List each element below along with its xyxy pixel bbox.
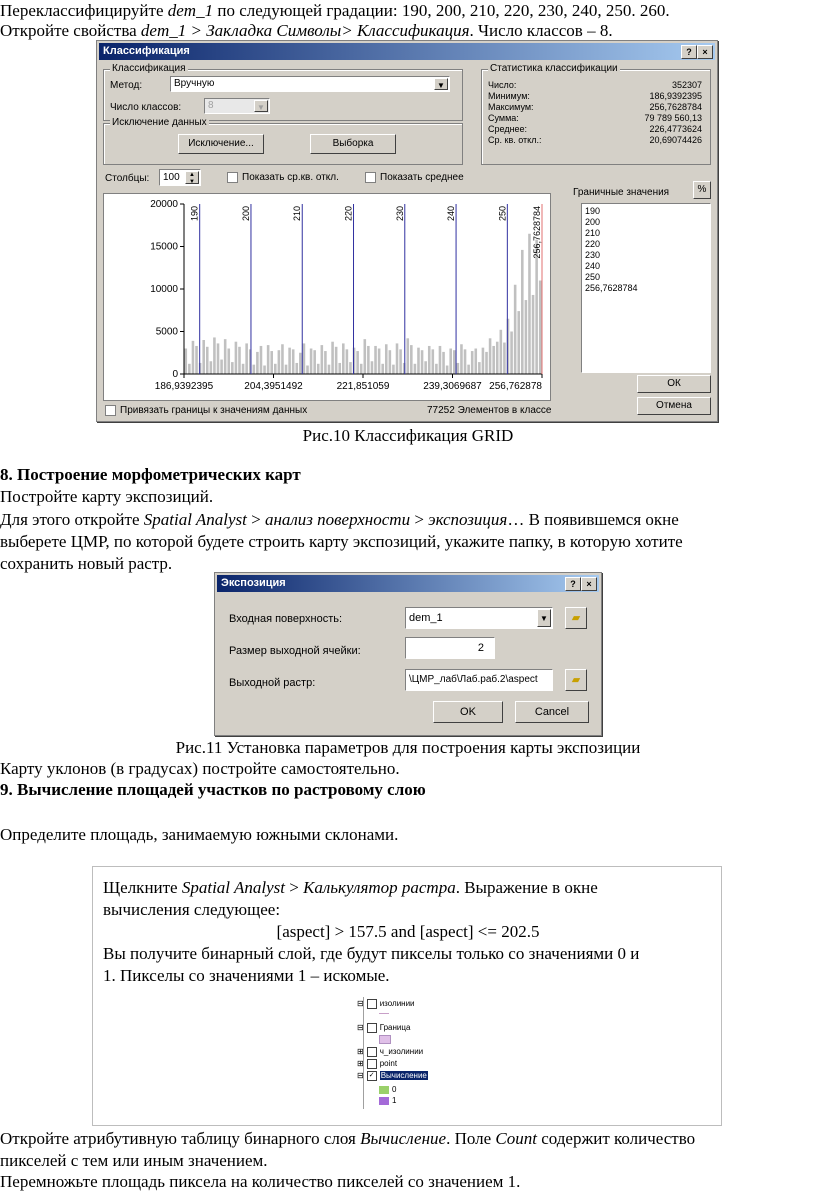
dialog-titlebar — [217, 575, 599, 592]
menu-path: Калькулятор растра — [303, 878, 456, 897]
show-mean-label: Показать среднее — [380, 172, 464, 184]
break-value[interactable]: 250 — [585, 272, 601, 282]
histogram-bar — [342, 343, 345, 374]
break-label: 230 — [394, 206, 405, 222]
section-8-text: выберете ЦМР, по которой будете строить карту экспозиций, укажите папку, в которую хотите — [0, 532, 683, 551]
break-label: 210 — [292, 206, 303, 222]
histogram-bar — [421, 350, 424, 374]
histogram-bar — [432, 349, 435, 374]
histogram-bar — [292, 349, 295, 374]
method-select[interactable] — [170, 76, 450, 92]
folder-icon: ▰ — [571, 674, 581, 686]
cell-size-label: Размер выходной ячейки: — [229, 645, 361, 657]
box-text: вычисления следующее: — [103, 900, 281, 919]
histogram-bar — [478, 362, 481, 374]
histogram-chart[interactable] — [104, 194, 550, 400]
histogram-bar — [306, 366, 309, 375]
histogram-bar — [295, 363, 298, 374]
histogram-bar — [260, 346, 263, 374]
collapse-icon[interactable]: ⊟ — [357, 1023, 364, 1033]
classes-label: Число классов: — [110, 102, 182, 113]
layer-row[interactable] — [357, 1059, 397, 1069]
histogram-bar — [356, 351, 359, 374]
show-mean-checkbox[interactable] — [365, 172, 464, 183]
histogram-bar — [474, 349, 477, 375]
group-label: Статистика классификации — [490, 63, 618, 74]
chevron-down-icon[interactable]: ▼ — [434, 78, 448, 90]
aspect-dialog — [214, 572, 602, 736]
histogram-bar — [532, 295, 535, 374]
legend-swatch — [379, 1086, 389, 1094]
layer-name: Граница — [379, 1023, 411, 1033]
stat-row — [488, 80, 702, 91]
instruction-box — [92, 866, 722, 1126]
histogram-bar — [385, 344, 388, 374]
end-text: пикселей с тем или иным значением. — [0, 1151, 268, 1170]
histogram-bar — [371, 361, 374, 374]
output-raster-input[interactable]: \ЦМР_лаб\Лаб.раб.2\aspect — [405, 669, 553, 691]
figure-10-caption: Рис.10 Классификация GRID — [302, 426, 514, 445]
expression-text: [aspect] > 157.5 and [aspect] <= 202.5 — [276, 922, 540, 941]
stat-key: Среднее: — [488, 124, 528, 134]
histogram-bar — [281, 344, 284, 374]
histogram-bar — [406, 338, 409, 374]
method-label: Метод: — [110, 80, 143, 91]
menu-path: Spatial Analyst — [143, 510, 247, 529]
break-value[interactable]: 200 — [585, 217, 601, 227]
expand-icon[interactable]: ⊞ — [357, 1059, 364, 1069]
cell-size-input[interactable]: 2 — [405, 637, 495, 659]
text: содержит количество — [536, 1129, 696, 1148]
sample-button[interactable]: Выборка — [310, 134, 396, 154]
end-line-1 — [0, 1128, 695, 1149]
classification-dialog — [96, 40, 718, 422]
stat-row — [488, 113, 702, 124]
histogram-bar — [364, 339, 367, 374]
histogram-bar — [471, 351, 474, 374]
columns-spinner[interactable] — [159, 169, 201, 186]
show-std-checkbox[interactable] — [227, 172, 339, 183]
stat-value: 20,69074426 — [649, 135, 702, 145]
break-value[interactable]: 230 — [585, 250, 601, 260]
text: . Поле — [446, 1129, 496, 1148]
text: . Выражение в окне — [455, 878, 598, 897]
ok-button[interactable]: ОК — [637, 375, 711, 393]
break-value[interactable]: 220 — [585, 239, 601, 249]
histogram-bar — [374, 346, 377, 374]
class-count-text: 77252 Элементов в классе — [427, 405, 552, 416]
layer-name: Вычисление — [360, 1129, 447, 1148]
stat-row — [488, 135, 702, 146]
stat-key: Число: — [488, 80, 517, 90]
histogram-bar — [503, 343, 506, 374]
menu-path: Spatial Analyst — [181, 878, 285, 897]
browse-folder-button[interactable] — [565, 669, 587, 691]
histogram-bar — [206, 347, 209, 374]
collapse-icon[interactable]: ⊟ — [357, 999, 364, 1009]
y-tick-label: 5000 — [155, 326, 178, 338]
histogram-bar — [485, 352, 488, 374]
histogram-bar — [188, 364, 191, 374]
histogram-bar — [467, 365, 470, 374]
histogram-bar — [324, 351, 327, 374]
classification-group — [103, 63, 463, 121]
histogram-bar — [310, 349, 313, 375]
histogram-bar — [453, 350, 456, 374]
breaks-list[interactable] — [581, 203, 711, 373]
histogram-bar — [514, 285, 517, 374]
histogram-bar — [464, 349, 467, 374]
break-label: 240 — [446, 206, 457, 222]
columns-label: Столбцы: — [105, 173, 150, 184]
section-8-text: сохранить новый растр. — [0, 554, 173, 573]
intro-text: Откройте свойства — [0, 21, 141, 40]
text: > — [284, 878, 304, 897]
layer-checkbox[interactable] — [367, 999, 377, 1009]
layer-row[interactable] — [357, 999, 415, 1009]
layer-checkbox[interactable] — [367, 1047, 377, 1057]
stat-value: 79 789 560,13 — [644, 113, 702, 123]
legend-swatch — [379, 1097, 389, 1105]
histogram-bar — [392, 365, 395, 374]
histogram-bar — [500, 330, 503, 374]
cancel-button[interactable]: Cancel — [515, 701, 589, 723]
snap-checkbox[interactable] — [105, 405, 307, 416]
histogram-bar — [424, 361, 427, 374]
stat-value: 352307 — [671, 80, 702, 90]
legend-row — [379, 1085, 396, 1095]
legend-value: 0 — [392, 1085, 397, 1094]
breaks-values — [585, 206, 710, 294]
histogram-bar — [331, 342, 334, 374]
histogram-bar — [381, 364, 384, 374]
histogram-bar — [242, 364, 245, 374]
histogram-bar — [321, 345, 324, 374]
section-8-heading: 8. Построение морфометрических карт — [0, 465, 301, 484]
layer-checkbox[interactable] — [367, 1023, 377, 1033]
layer-row[interactable] — [357, 1047, 423, 1057]
stat-value: 256,7628784 — [649, 102, 702, 112]
folder-icon: ▰ — [571, 612, 581, 624]
histogram-bar — [313, 350, 316, 374]
legend-row — [379, 1096, 396, 1106]
help-button[interactable]: ? — [565, 577, 581, 591]
intro-layer-name: dem_1 — [167, 1, 214, 20]
menu-path: экспозиция — [428, 510, 508, 529]
text: > — [410, 510, 429, 529]
layer-name: изолинии — [379, 999, 415, 1009]
y-tick-label: 20000 — [150, 199, 178, 210]
histogram-bar — [460, 344, 463, 374]
stats-list — [488, 80, 702, 146]
histogram-bar — [335, 347, 338, 374]
break-label: 220 — [343, 205, 354, 222]
text: Щелкните — [103, 878, 182, 897]
histogram-bar — [410, 345, 413, 374]
box-text: 1. Пикселы со значениями 1 – искомые. — [103, 966, 390, 985]
histogram-bar — [317, 364, 320, 374]
histogram-bar — [517, 311, 520, 374]
histogram-bar — [414, 364, 417, 374]
layer-checkbox[interactable]: ✓ — [367, 1071, 377, 1081]
histogram-bar — [270, 351, 273, 374]
input-surface-select[interactable] — [405, 607, 553, 629]
histogram-bar — [492, 346, 495, 374]
histogram-bar — [346, 349, 349, 374]
checkbox[interactable] — [105, 405, 116, 416]
intro-path: dem_1 > Закладка Символы> Классификация — [140, 21, 470, 40]
y-tick-label: 10000 — [150, 284, 178, 295]
x-tick-label: 186,9392395 — [154, 381, 214, 392]
histogram-bar — [231, 362, 234, 374]
intro-line-1 — [0, 0, 670, 21]
box-text: Вы получите бинарный слой, где будут пикселы только со значениями 0 и — [103, 944, 640, 963]
spinner-arrows-icon[interactable]: ▲ ▼ — [185, 171, 199, 184]
break-label: 250 — [497, 206, 508, 222]
method-value: Вручную — [174, 78, 215, 89]
histogram-bar — [192, 341, 195, 374]
layer-checkbox[interactable] — [367, 1059, 377, 1069]
histogram-bar — [217, 343, 220, 374]
breaks-label: Граничные значения — [573, 187, 670, 198]
exclusion-group — [103, 117, 463, 165]
histogram-bar — [360, 364, 363, 374]
histogram-bar — [435, 364, 438, 374]
show-std-label: Показать ср.кв. откл. — [242, 172, 339, 184]
close-button[interactable]: × — [697, 45, 713, 59]
text: Для этого откройте — [0, 510, 144, 529]
histogram-bar — [349, 362, 352, 374]
histogram-bar — [442, 352, 445, 374]
group-label: Классификация — [112, 63, 186, 74]
input-surface-label: Входная поверхность: — [229, 613, 343, 625]
y-tick-label: 15000 — [150, 241, 178, 253]
slope-instruction: Карту уклонов (в градусах) постройте самостоятельно. — [0, 759, 400, 778]
stats-group — [481, 63, 711, 165]
histogram-bar — [256, 352, 259, 374]
menu-path: анализ поверхности — [264, 510, 411, 529]
histogram-bar — [428, 346, 431, 374]
group-label: Исключение данных — [112, 117, 207, 128]
histogram-bar — [328, 365, 331, 374]
dialog-title: Экспозиция — [221, 577, 286, 589]
stat-key: Минимум: — [488, 91, 530, 101]
break-value[interactable]: 210 — [585, 228, 601, 238]
text: … В появившемся окне — [507, 510, 679, 529]
exclusion-button[interactable]: Исключение... — [178, 134, 264, 154]
intro-text: . Число классов – 8. — [469, 21, 613, 40]
ok-button[interactable]: OK — [433, 701, 503, 723]
layer-name: point — [379, 1059, 398, 1069]
intro-line-2 — [0, 20, 613, 41]
histogram-bar — [367, 346, 370, 374]
section-8-text: Постройте карту экспозиций. — [0, 487, 214, 506]
x-tick-label: 221,851059 — [336, 381, 390, 392]
histogram-bar — [185, 349, 188, 375]
histogram-bar — [299, 353, 302, 374]
histogram-bar — [389, 350, 392, 374]
histogram-bar — [496, 342, 499, 374]
layer-row[interactable] — [357, 1071, 428, 1081]
section-9-heading: 9. Вычисление площадей участков по растровому слою — [0, 780, 426, 799]
histogram-bar — [202, 340, 205, 374]
stat-value: 186,9392395 — [649, 91, 702, 101]
histogram-bar — [227, 349, 230, 375]
stat-key: Ср. кв. откл.: — [488, 135, 542, 145]
chevron-down-icon[interactable]: ▼ — [254, 100, 268, 112]
stat-row — [488, 91, 702, 102]
histogram-bar — [396, 343, 399, 374]
box-line-1 — [103, 877, 598, 898]
histogram-bar — [245, 343, 248, 374]
histogram-bar — [539, 281, 542, 375]
histogram-bar — [439, 346, 442, 374]
stat-row — [488, 124, 702, 135]
histogram-bar — [446, 366, 449, 375]
collapse-icon[interactable]: ⊟ — [357, 1071, 364, 1081]
text: Откройте атрибутивную таблицу бинарного слоя — [0, 1129, 361, 1148]
classes-select[interactable] — [204, 98, 270, 114]
histogram-bar — [235, 342, 238, 374]
histogram-panel — [103, 193, 551, 401]
stat-key: Сумма: — [488, 113, 519, 123]
classes-value: 8 — [208, 100, 214, 111]
section-8-line — [0, 509, 679, 530]
histogram-bar — [510, 332, 513, 375]
layer-tree — [343, 997, 473, 1117]
histogram-bar — [482, 348, 485, 374]
open-folder-button[interactable] — [565, 607, 587, 629]
intro-text: Переклассифицируйте — [0, 1, 168, 20]
end-text: Перемножьте площадь пиксела на количество пикселей со значением 1. — [0, 1172, 521, 1191]
histogram-bar — [457, 363, 460, 374]
histogram-bar — [253, 365, 256, 374]
fill-symbol — [379, 1035, 391, 1044]
break-value[interactable]: 190 — [585, 206, 601, 216]
cancel-button[interactable]: Отмена — [637, 397, 711, 415]
histogram-bar — [399, 349, 402, 374]
percent-button[interactable]: % — [693, 181, 711, 199]
layer-name: ч_изолинии — [379, 1047, 424, 1057]
checkbox[interactable] — [227, 172, 238, 183]
histogram-bar — [285, 365, 288, 374]
histogram-bar — [449, 349, 452, 375]
x-tick-label: 204,3951492 — [244, 381, 303, 392]
histogram-bar — [213, 337, 216, 374]
histogram-bar — [278, 350, 281, 374]
dialog-title: Классификация — [103, 45, 190, 57]
help-button[interactable]: ? — [681, 45, 697, 59]
close-button[interactable]: × — [581, 577, 597, 591]
break-label: 190 — [189, 206, 200, 222]
histogram-bar — [417, 348, 420, 374]
dialog-titlebar — [99, 43, 715, 60]
histogram-bar — [220, 360, 223, 374]
histogram-bar — [195, 346, 198, 374]
histogram-bar — [489, 338, 492, 374]
figure-11-caption: Рис.11 Установка параметров для построения карты экспозиции — [175, 738, 641, 757]
histogram-bar — [521, 250, 524, 374]
break-value[interactable]: 240 — [585, 261, 601, 271]
histogram-bar — [210, 361, 213, 374]
x-tick-label: 239,3069687 — [423, 381, 482, 392]
section-9-text: Определите площадь, занимаемую южными склонами. — [0, 825, 399, 844]
line-symbol — [379, 1013, 389, 1014]
expand-icon[interactable]: ⊞ — [357, 1047, 364, 1057]
stat-key: Максимум: — [488, 102, 534, 112]
stat-value: 226,4773624 — [649, 124, 702, 134]
columns-value: 100 — [163, 172, 180, 183]
break-label: 200 — [240, 206, 251, 222]
stat-row — [488, 102, 702, 113]
histogram-bar — [224, 339, 227, 374]
snap-label: Привязать границы к значениям данных — [120, 405, 308, 417]
layer-row[interactable] — [357, 1023, 410, 1033]
break-label: 256,7628784 — [532, 206, 542, 259]
histogram-bar — [525, 300, 528, 374]
histogram-bar — [274, 364, 277, 374]
histogram-bar — [303, 343, 306, 374]
x-tick-label: 256,762878 — [489, 381, 543, 392]
y-tick-label: 0 — [172, 369, 178, 380]
histogram-bar — [263, 366, 266, 375]
text: > — [246, 510, 265, 529]
break-value[interactable]: 256,7628784 — [585, 283, 638, 293]
histogram-bar — [288, 348, 291, 374]
checkbox[interactable] — [365, 172, 376, 183]
histogram-bar — [528, 234, 531, 374]
histogram-bar — [338, 363, 341, 374]
histogram-bar — [378, 349, 381, 375]
legend-value: 1 — [392, 1096, 397, 1105]
histogram-bar — [535, 240, 538, 374]
layer-name: Вычисление — [380, 1071, 427, 1081]
input-surface-value: dem_1 — [409, 612, 443, 624]
field-name: Count — [495, 1129, 537, 1148]
intro-text: по следующей градации: 190, 200, 210, 220, 230, 240, 250. 260. — [213, 1, 670, 20]
chevron-down-icon[interactable]: ▼ — [537, 609, 551, 627]
histogram-bar — [267, 345, 270, 374]
histogram-bar — [238, 347, 241, 374]
output-raster-label: Выходной растр: — [229, 677, 316, 689]
